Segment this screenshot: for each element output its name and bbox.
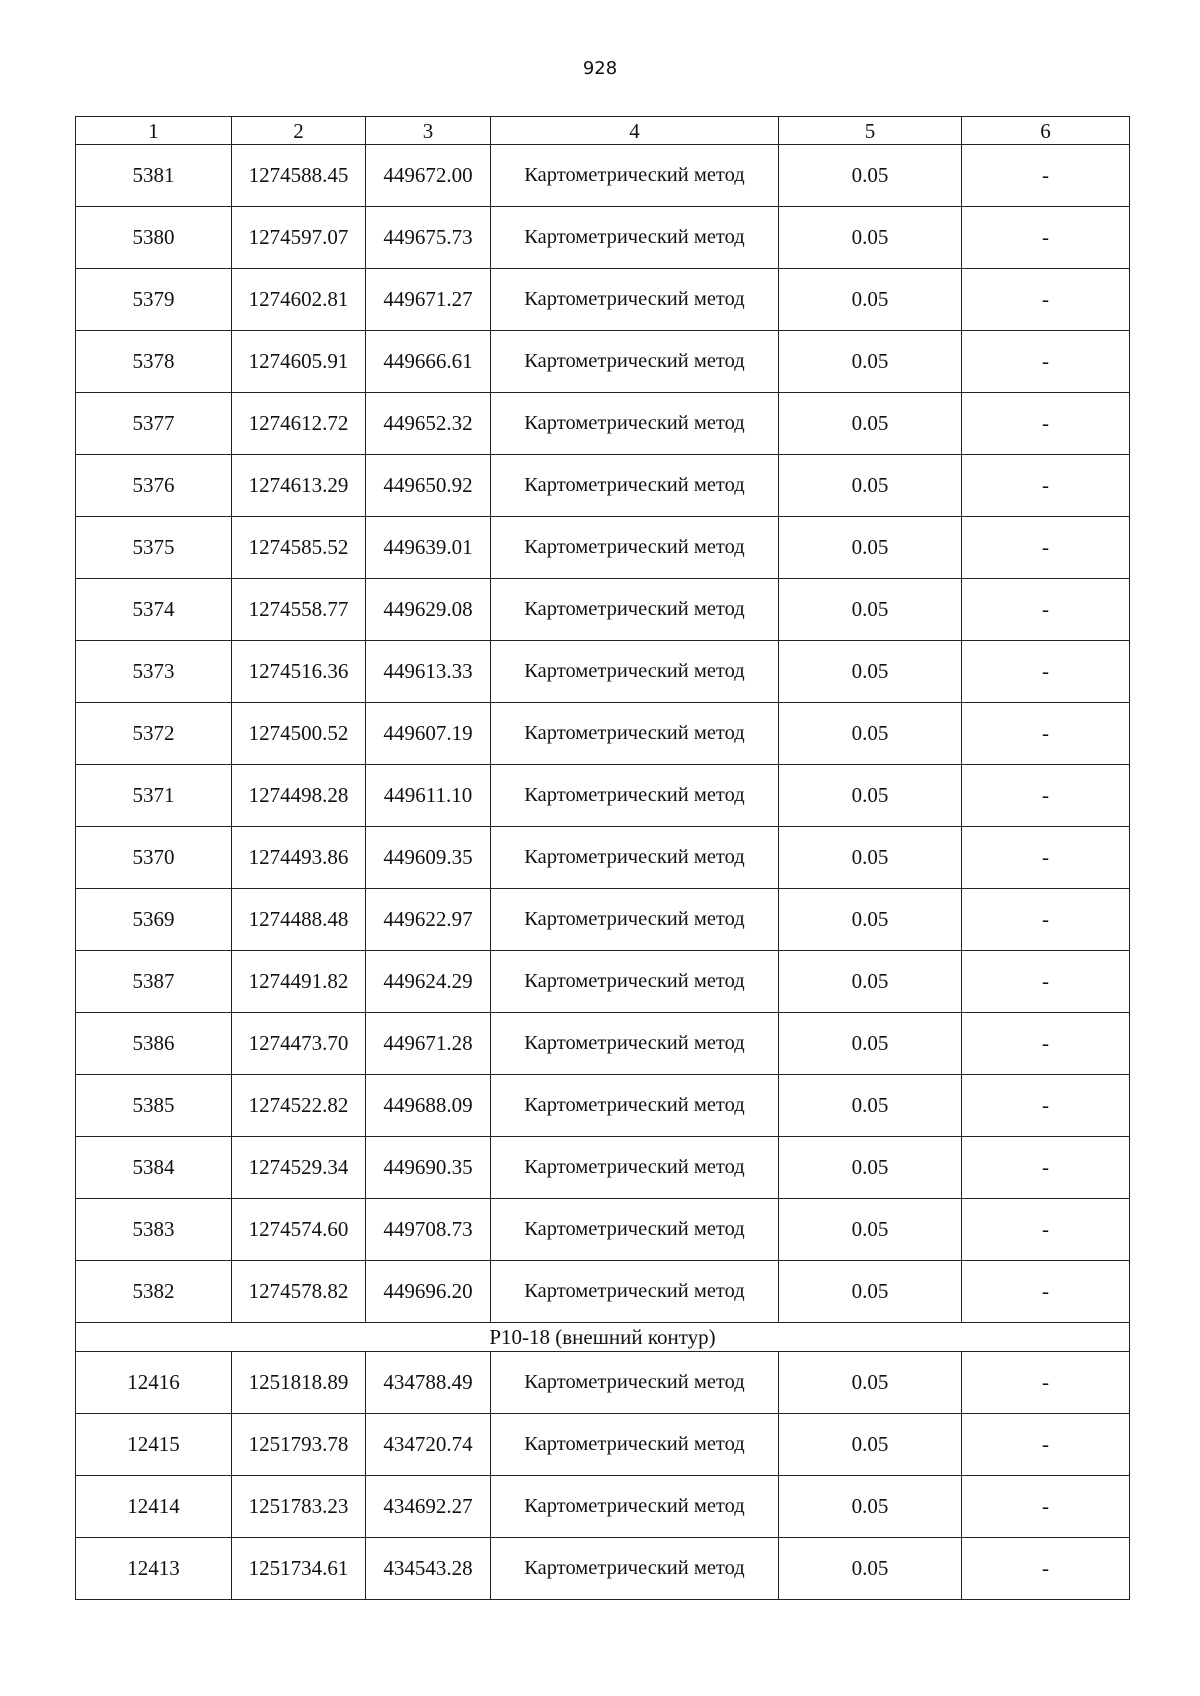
point-number-cell: 5380 [76, 207, 232, 269]
table-row [76, 889, 1130, 951]
method-cell: Картометрический метод [491, 145, 779, 207]
point-number-cell: 5374 [76, 579, 232, 641]
accuracy-cell: 0.05 [779, 331, 962, 393]
note-cell: - [962, 269, 1130, 331]
x-coordinate-cell: 1274491.82 [232, 951, 366, 1013]
accuracy-cell: 0.05 [779, 703, 962, 765]
y-coordinate-cell: 449671.27 [366, 269, 491, 331]
method-cell: Картометрический метод [491, 1137, 779, 1199]
method-cell: Картометрический метод [491, 827, 779, 889]
y-coordinate-cell: 449650.92 [366, 455, 491, 517]
table-row [76, 331, 1130, 393]
point-number-cell: 5382 [76, 1261, 232, 1323]
table-row [76, 827, 1130, 889]
note-cell: - [962, 641, 1130, 703]
accuracy-cell: 0.05 [779, 393, 962, 455]
point-number-cell: 5387 [76, 951, 232, 1013]
method-cell: Картометрический метод [491, 1199, 779, 1261]
column-header: 2 [232, 117, 366, 145]
y-coordinate-cell: 434720.74 [366, 1414, 491, 1476]
column-header: 6 [962, 117, 1130, 145]
table-row [76, 1137, 1130, 1199]
accuracy-cell: 0.05 [779, 889, 962, 951]
column-header: 1 [76, 117, 232, 145]
accuracy-cell: 0.05 [779, 1476, 962, 1538]
x-coordinate-cell: 1274602.81 [232, 269, 366, 331]
table-row [76, 207, 1130, 269]
y-coordinate-cell: 449611.10 [366, 765, 491, 827]
point-number-cell: 5369 [76, 889, 232, 951]
point-number-cell: 5377 [76, 393, 232, 455]
accuracy-cell: 0.05 [779, 1414, 962, 1476]
x-coordinate-cell: 1274516.36 [232, 641, 366, 703]
method-cell: Картометрический метод [491, 393, 779, 455]
x-coordinate-cell: 1274585.52 [232, 517, 366, 579]
y-coordinate-cell: 449666.61 [366, 331, 491, 393]
table-row [76, 641, 1130, 703]
method-cell: Картометрический метод [491, 455, 779, 517]
method-cell: Картометрический метод [491, 1414, 779, 1476]
coordinates-table [75, 116, 1130, 1600]
point-number-cell: 5370 [76, 827, 232, 889]
y-coordinate-cell: 449690.35 [366, 1137, 491, 1199]
x-coordinate-cell: 1274613.29 [232, 455, 366, 517]
accuracy-cell: 0.05 [779, 951, 962, 1013]
method-cell: Картометрический метод [491, 517, 779, 579]
table-row [76, 703, 1130, 765]
table-row [76, 1352, 1130, 1414]
accuracy-cell: 0.05 [779, 1013, 962, 1075]
note-cell: - [962, 1013, 1130, 1075]
y-coordinate-cell: 434788.49 [366, 1352, 491, 1414]
method-cell: Картометрический метод [491, 579, 779, 641]
y-coordinate-cell: 449652.32 [366, 393, 491, 455]
note-cell: - [962, 145, 1130, 207]
point-number-cell: 5384 [76, 1137, 232, 1199]
accuracy-cell: 0.05 [779, 455, 962, 517]
y-coordinate-cell: 449622.97 [366, 889, 491, 951]
accuracy-cell: 0.05 [779, 641, 962, 703]
note-cell: - [962, 1352, 1130, 1414]
accuracy-cell: 0.05 [779, 517, 962, 579]
point-number-cell: 5371 [76, 765, 232, 827]
y-coordinate-cell: 449672.00 [366, 145, 491, 207]
y-coordinate-cell: 449613.33 [366, 641, 491, 703]
note-cell: - [962, 207, 1130, 269]
accuracy-cell: 0.05 [779, 765, 962, 827]
column-header: 3 [366, 117, 491, 145]
y-coordinate-cell: 449696.20 [366, 1261, 491, 1323]
point-number-cell: 12415 [76, 1414, 232, 1476]
y-coordinate-cell: 449671.28 [366, 1013, 491, 1075]
note-cell: - [962, 1075, 1130, 1137]
point-number-cell: 12416 [76, 1352, 232, 1414]
y-coordinate-cell: 449629.08 [366, 579, 491, 641]
accuracy-cell: 0.05 [779, 827, 962, 889]
accuracy-cell: 0.05 [779, 1199, 962, 1261]
table-row [76, 145, 1130, 207]
y-coordinate-cell: 434692.27 [366, 1476, 491, 1538]
x-coordinate-cell: 1274558.77 [232, 579, 366, 641]
table-row [76, 1199, 1130, 1261]
method-cell: Картометрический метод [491, 1261, 779, 1323]
y-coordinate-cell: 449675.73 [366, 207, 491, 269]
table-row [76, 1075, 1130, 1137]
note-cell: - [962, 517, 1130, 579]
accuracy-cell: 0.05 [779, 1075, 962, 1137]
x-coordinate-cell: 1251793.78 [232, 1414, 366, 1476]
table-body [76, 117, 1130, 1600]
point-number-cell: 5381 [76, 145, 232, 207]
method-cell: Картометрический метод [491, 269, 779, 331]
x-coordinate-cell: 1274500.52 [232, 703, 366, 765]
table-row [76, 269, 1130, 331]
x-coordinate-cell: 1274473.70 [232, 1013, 366, 1075]
section-header-row [76, 1323, 1130, 1352]
note-cell: - [962, 331, 1130, 393]
x-coordinate-cell: 1274574.60 [232, 1199, 366, 1261]
note-cell: - [962, 579, 1130, 641]
method-cell: Картометрический метод [491, 1013, 779, 1075]
note-cell: - [962, 393, 1130, 455]
x-coordinate-cell: 1274605.91 [232, 331, 366, 393]
note-cell: - [962, 951, 1130, 1013]
x-coordinate-cell: 1251734.61 [232, 1538, 366, 1600]
table-row [76, 1013, 1130, 1075]
section-title: Р10-18 (внешний контур) [76, 1323, 1130, 1352]
note-cell: - [962, 1137, 1130, 1199]
x-coordinate-cell: 1251783.23 [232, 1476, 366, 1538]
accuracy-cell: 0.05 [779, 1538, 962, 1600]
y-coordinate-cell: 434543.28 [366, 1538, 491, 1600]
method-cell: Картометрический метод [491, 641, 779, 703]
method-cell: Картометрический метод [491, 1476, 779, 1538]
note-cell: - [962, 703, 1130, 765]
note-cell: - [962, 827, 1130, 889]
x-coordinate-cell: 1274488.48 [232, 889, 366, 951]
method-cell: Картометрический метод [491, 703, 779, 765]
table-row [76, 455, 1130, 517]
table-row [76, 1476, 1130, 1538]
x-coordinate-cell: 1274493.86 [232, 827, 366, 889]
point-number-cell: 5373 [76, 641, 232, 703]
x-coordinate-cell: 1274498.28 [232, 765, 366, 827]
method-cell: Картометрический метод [491, 1352, 779, 1414]
table-row [76, 579, 1130, 641]
x-coordinate-cell: 1274588.45 [232, 145, 366, 207]
point-number-cell: 5372 [76, 703, 232, 765]
point-number-cell: 12413 [76, 1538, 232, 1600]
page-number: 928 [582, 58, 618, 79]
method-cell: Картометрический метод [491, 1075, 779, 1137]
point-number-cell: 5375 [76, 517, 232, 579]
table-row [76, 1261, 1130, 1323]
table-row [76, 1538, 1130, 1600]
accuracy-cell: 0.05 [779, 1261, 962, 1323]
note-cell: - [962, 1199, 1130, 1261]
table-row [76, 393, 1130, 455]
note-cell: - [962, 455, 1130, 517]
y-coordinate-cell: 449708.73 [366, 1199, 491, 1261]
column-header: 5 [779, 117, 962, 145]
point-number-cell: 12414 [76, 1476, 232, 1538]
method-cell: Картометрический метод [491, 331, 779, 393]
note-cell: - [962, 1538, 1130, 1600]
point-number-cell: 5385 [76, 1075, 232, 1137]
column-header: 4 [491, 117, 779, 145]
accuracy-cell: 0.05 [779, 579, 962, 641]
method-cell: Картометрический метод [491, 207, 779, 269]
x-coordinate-cell: 1274578.82 [232, 1261, 366, 1323]
table-row [76, 1414, 1130, 1476]
method-cell: Картометрический метод [491, 1538, 779, 1600]
header-row [76, 117, 1130, 145]
x-coordinate-cell: 1274597.07 [232, 207, 366, 269]
note-cell: - [962, 1414, 1130, 1476]
y-coordinate-cell: 449609.35 [366, 827, 491, 889]
note-cell: - [962, 1476, 1130, 1538]
x-coordinate-cell: 1251818.89 [232, 1352, 366, 1414]
point-number-cell: 5383 [76, 1199, 232, 1261]
x-coordinate-cell: 1274612.72 [232, 393, 366, 455]
method-cell: Картометрический метод [491, 951, 779, 1013]
table-row [76, 951, 1130, 1013]
accuracy-cell: 0.05 [779, 1137, 962, 1199]
y-coordinate-cell: 449639.01 [366, 517, 491, 579]
y-coordinate-cell: 449624.29 [366, 951, 491, 1013]
note-cell: - [962, 1261, 1130, 1323]
x-coordinate-cell: 1274529.34 [232, 1137, 366, 1199]
accuracy-cell: 0.05 [779, 1352, 962, 1414]
note-cell: - [962, 889, 1130, 951]
accuracy-cell: 0.05 [779, 207, 962, 269]
accuracy-cell: 0.05 [779, 145, 962, 207]
method-cell: Картометрический метод [491, 765, 779, 827]
accuracy-cell: 0.05 [779, 269, 962, 331]
point-number-cell: 5386 [76, 1013, 232, 1075]
point-number-cell: 5376 [76, 455, 232, 517]
table-row [76, 517, 1130, 579]
method-cell: Картометрический метод [491, 889, 779, 951]
x-coordinate-cell: 1274522.82 [232, 1075, 366, 1137]
y-coordinate-cell: 449607.19 [366, 703, 491, 765]
point-number-cell: 5379 [76, 269, 232, 331]
y-coordinate-cell: 449688.09 [366, 1075, 491, 1137]
point-number-cell: 5378 [76, 331, 232, 393]
table-row [76, 765, 1130, 827]
note-cell: - [962, 765, 1130, 827]
